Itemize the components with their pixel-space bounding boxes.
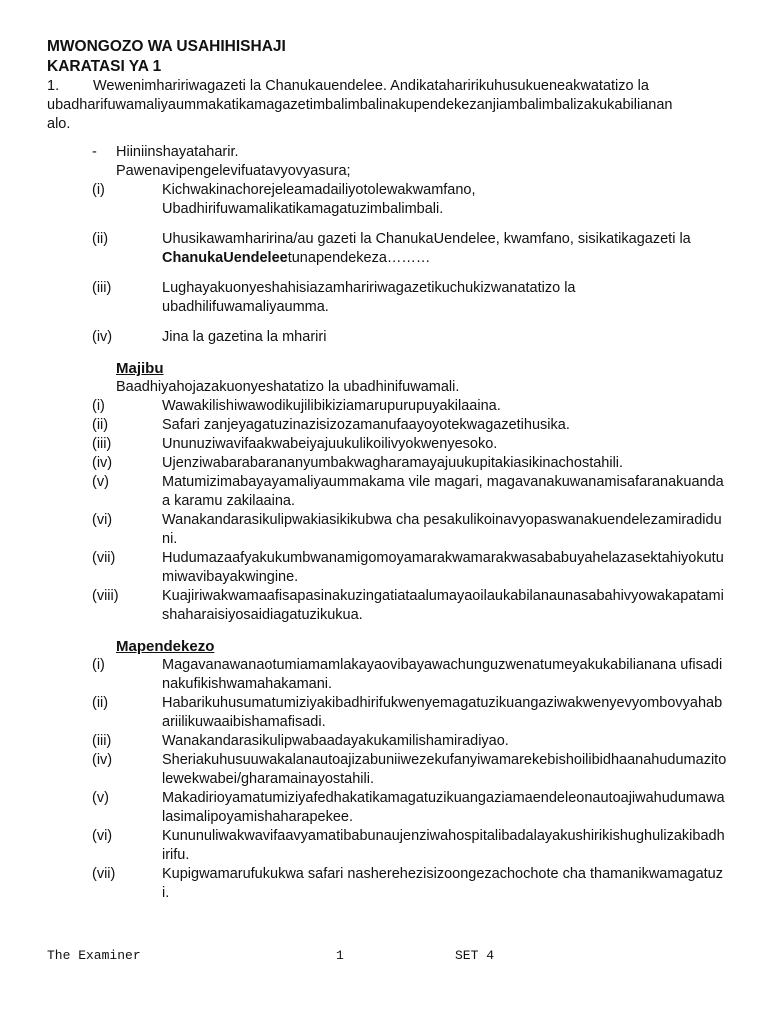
item-number: (i) xyxy=(92,398,105,414)
question-text-2: ubadharifuwamaliyaummakatikamagazetimbalimbalinakupendekezanjiambalimbalizakukabilianan xyxy=(47,97,673,113)
item-number: (vi) xyxy=(92,828,113,844)
item-line: ubadhilifuwamaliyaumma. xyxy=(162,299,329,315)
item-text: Wanakandarasikulipwakiasikikubwa cha pesakulikoinavyopaswanakuendelezamiradiduni. xyxy=(162,512,722,547)
mapendekezo-list xyxy=(92,656,727,903)
list-item xyxy=(92,751,727,789)
question-text-1: Wewenimhaririwagazeti la Chanukauendelee. Andikataharirikuhusukueneakwatatizo la xyxy=(93,78,649,94)
item-number: (iii) xyxy=(92,436,112,452)
item-text: Habarikuhusumatumiziyakibadhirifukwenyemagatuzikuangaziwakwenyevyombovyahabariilikuwaaibishamafisadi. xyxy=(162,695,723,730)
footer-page-number: 1 xyxy=(336,948,344,963)
item-number: (iv) xyxy=(92,455,113,471)
item-number: (vi) xyxy=(92,512,113,528)
item-number: (iii) xyxy=(92,733,112,749)
question-line xyxy=(47,77,727,96)
item-text: Matumizimabayayamaliyaummakama vile magari, magavanakuwanamisafaranakuandaa karamu zakilaaina. xyxy=(162,474,724,509)
item-text xyxy=(162,181,727,219)
item-line-rest: tunapendekeza……… xyxy=(287,250,431,266)
item-text: Wanakandarasikulipwabaadayakukamilishamiradiyao. xyxy=(162,733,509,749)
item-text: Safari zanjeyagatuzinazisizozamanufaayoyotekwagazetihusika. xyxy=(162,417,570,433)
item-number: (iv) xyxy=(92,752,113,768)
notes-line-1: Hiiniinshayataharir. xyxy=(116,144,239,160)
document-page xyxy=(47,37,727,903)
list-item xyxy=(92,827,727,865)
item-text: Kupigwamarufukukwa safari nasherehezisizoongezachochote cha thamanikwamagatuzi. xyxy=(162,866,723,901)
item-text: Magavanawanaotumiamamlakayaovibayawachunguzwenatumeyakukabilianana ufisadinakufikishwamahakamani. xyxy=(162,657,723,692)
notes-item xyxy=(92,230,727,268)
item-number: (i) xyxy=(92,657,105,673)
majibu-list xyxy=(92,397,727,625)
item-number: (i) xyxy=(92,182,105,198)
notes-item xyxy=(92,279,727,317)
item-number: (vii) xyxy=(92,550,116,566)
item-number: (ii) xyxy=(92,695,109,711)
item-line xyxy=(162,249,727,268)
list-item xyxy=(92,587,727,625)
document-title: MWONGOZO WA USAHIHISHAJI xyxy=(47,38,286,55)
item-text: Kununuliwakwavifaavyamatibabunaujenziwahospitalibadalayakushirikishughulizakibadhirifu. xyxy=(162,828,725,863)
item-number: (v) xyxy=(92,474,109,490)
list-item xyxy=(92,694,727,732)
item-line: Ubadhirifuwamalikatikamagatuzimbalimbali. xyxy=(162,201,444,217)
item-text xyxy=(162,279,727,317)
item-number: (viii) xyxy=(92,588,119,604)
item-line: Uhusikawamharirina/au gazeti la ChanukaUendelee, kwamfano, sisikatikagazeti la xyxy=(162,231,691,247)
question-number: 1. xyxy=(47,78,60,94)
item-number: (ii) xyxy=(92,417,109,433)
list-item xyxy=(92,454,727,473)
item-line: Kichwakinachorejeleamadailiyotolewakwamfano, xyxy=(162,182,476,198)
dash-bullet: - xyxy=(92,144,97,160)
item-number: (iii) xyxy=(92,280,112,296)
marking-notes xyxy=(92,143,727,903)
question-text-3: alo. xyxy=(47,116,71,132)
item-line: Lughayakuonyeshahisiazamhaririwagazetikuchukizwanatatizo la xyxy=(162,280,576,296)
list-item xyxy=(92,789,727,827)
footer-publisher: The Examiner xyxy=(47,948,141,963)
mapendekezo-heading: Mapendekezo xyxy=(116,638,215,655)
item-text: Kuajiriwakwamaafisapasinakuzingatiataalumayaoilaukabilanaunasabahivyowakapatamishaharaisiyosaidiagatuzikukua. xyxy=(162,588,724,623)
list-item xyxy=(92,416,727,435)
majibu-intro: Baadhiyahojazakuonyeshatatizo la ubadhinifuwamali. xyxy=(116,379,460,395)
item-text: Ujenziwabarabarananyumbakwagharamayajuukupitakiasikinachostahili. xyxy=(162,455,624,471)
majibu-heading: Majibu xyxy=(116,360,164,377)
footer-set: SET 4 xyxy=(455,948,495,963)
list-item xyxy=(92,473,727,511)
newspaper-name: ChanukaUendelee xyxy=(162,250,288,266)
notes-heading-line xyxy=(92,143,727,162)
item-text: Wawakilishiwawodikujilibikiziamarupurupuyakilaaina. xyxy=(162,398,501,414)
item-text: Hudumazaafyakukumbwanamigomoyamarakwamarakwasababuyahelazasektahiyokutumiwavibayakwingine. xyxy=(162,550,724,585)
list-item xyxy=(92,511,727,549)
item-number: (ii) xyxy=(92,231,109,247)
notes-item xyxy=(92,181,727,219)
item-number: (v) xyxy=(92,790,109,806)
item-text: Ununuziwavifaakwabeiyajuukulikoilivyokwenyesoko. xyxy=(162,436,498,452)
list-item xyxy=(92,732,727,751)
list-item xyxy=(92,435,727,454)
document-subtitle: KARATASI YA 1 xyxy=(47,58,162,75)
list-item xyxy=(92,549,727,587)
item-text: Makadirioyamatumiziyafedhakatikamagatuzikuangaziamaendeleonautoajiwahudumawalasimalipoyamishaharapekee. xyxy=(162,790,725,825)
notes-line-2: Pawenavipengelevifuatavyovyasura; xyxy=(116,163,351,179)
list-item xyxy=(92,397,727,416)
item-number: (iv) xyxy=(92,329,113,345)
list-item xyxy=(92,865,727,903)
list-item xyxy=(92,656,727,694)
item-text: Sheriakuhusuuwakalanautoajizabuniiwezekufanyiwamarekebishoilibidhaanahudumazitolewekwabei/gharamainayostahili. xyxy=(162,752,727,787)
notes-item xyxy=(92,328,727,347)
item-number: (vii) xyxy=(92,866,116,882)
item-text xyxy=(162,328,727,347)
item-text xyxy=(162,230,727,268)
item-line: Jina la gazetina la mhariri xyxy=(162,329,327,345)
